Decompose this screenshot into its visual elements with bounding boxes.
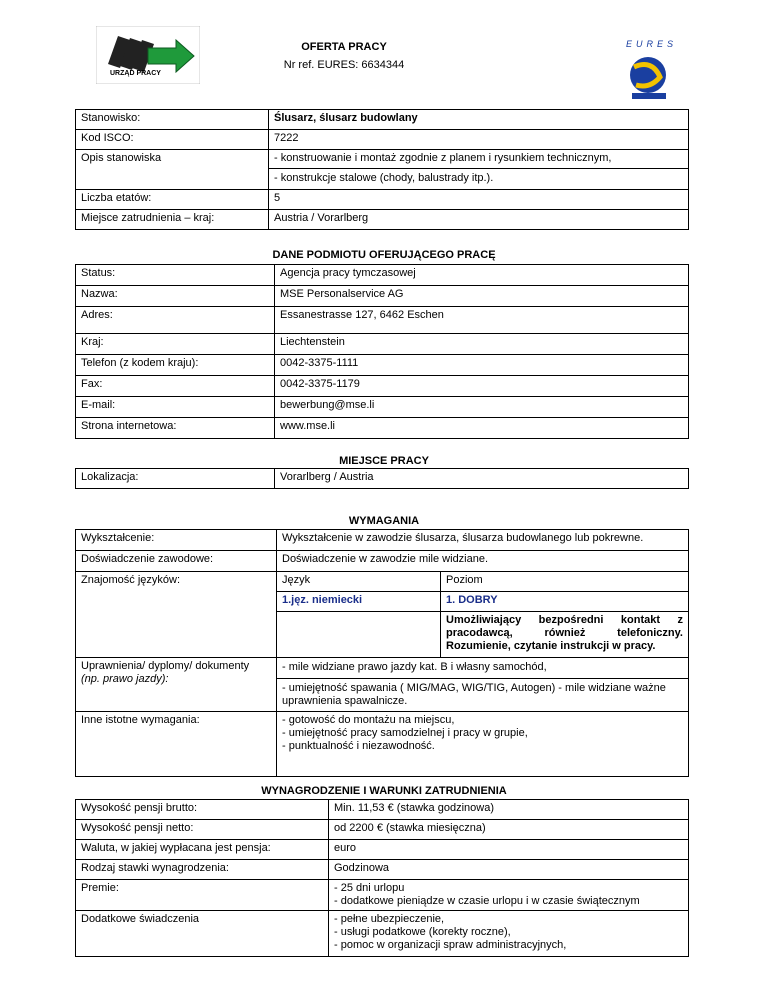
table-row xyxy=(76,334,689,355)
work-country: Austria / Vorarlberg xyxy=(269,210,689,230)
table-row xyxy=(76,800,689,820)
employer-heading: DANE PODMIOTU OFERUJĄCEGO PRACĘ xyxy=(272,249,496,261)
language-column-header: Język xyxy=(277,572,441,592)
row-label: Fax: xyxy=(76,376,275,397)
page-title: OFERTA PRACY xyxy=(301,41,387,53)
table-row xyxy=(76,551,689,572)
salary-currency: euro xyxy=(329,840,689,860)
row-label: Status: xyxy=(76,265,275,286)
row-label: Rodzaj stawki wynagrodzenia: xyxy=(76,860,329,880)
employer-phone: 0042-3375-1111 xyxy=(275,355,689,376)
benefit-line: - pełne ubezpieczenie, xyxy=(334,913,445,925)
salary-table xyxy=(75,799,689,957)
table-row xyxy=(76,658,689,712)
benefit-line: - pomoc w organizacji spraw administracyjnych, xyxy=(334,939,567,951)
employer-fax: 0042-3375-1179 xyxy=(275,376,689,397)
permits-line: - umiejętność spawania ( MIG/MAG, WIG/TIG, Autogen) - mile widziane ważne uprawnienia spawalnicze. xyxy=(282,682,666,707)
row-label: Premie: xyxy=(76,880,329,911)
table-row xyxy=(76,397,689,418)
position-table xyxy=(75,109,689,230)
table-row xyxy=(76,150,689,190)
employer-email: bewerbung@mse.li xyxy=(275,397,689,418)
row-label: Kod ISCO: xyxy=(76,130,269,150)
row-label: Dodatkowe świadczenia xyxy=(76,911,329,957)
employer-status: Agencja pracy tymczasowej xyxy=(275,265,689,286)
permits-label: Uprawnienia/ dyplomy/ dokumenty xyxy=(81,660,250,672)
table-row xyxy=(76,286,689,307)
eures-logo xyxy=(612,37,688,101)
employer-name: MSE Personalservice AG xyxy=(275,286,689,307)
table-row xyxy=(76,840,689,860)
permits-line: - mile widziane prawo jazdy kat. B i własny samochód, xyxy=(277,658,688,679)
job-title: Ślusarz, ślusarz budowlany xyxy=(269,110,689,130)
bonus-line: - dodatkowe pieniądze w czasie urlopu i w czasie świątecznym xyxy=(334,895,640,907)
employer-country: Liechtenstein xyxy=(275,334,689,355)
experience-value: Doświadczenie w zawodzie mile widziane. xyxy=(277,551,689,572)
table-row xyxy=(76,265,689,286)
bonus-line: - 25 dni urlopu xyxy=(334,882,405,894)
eures-logo-text: EURES xyxy=(626,39,678,49)
table-row xyxy=(76,418,689,439)
table-row xyxy=(76,130,689,150)
employer-website: www.mse.li xyxy=(275,418,689,439)
other-requirement: - umiejętność pracy samodzielnej i pracy w grupie, xyxy=(282,727,528,739)
logo-left-text: URZĄD PRACY xyxy=(110,70,161,77)
workplace-location: Vorarlberg / Austria xyxy=(275,469,689,489)
urzad-pracy-logo xyxy=(96,26,200,84)
row-label: Doświadczenie zawodowe: xyxy=(76,551,277,572)
other-requirement: - gotowość do montażu na miejscu, xyxy=(282,714,455,726)
table-row xyxy=(76,712,689,777)
row-label: Waluta, w jakiej wypłacana jest pensja: xyxy=(76,840,329,860)
table-row xyxy=(76,820,689,840)
language-empty-cell xyxy=(277,612,441,658)
net-salary: od 2200 € (stawka miesięczna) xyxy=(329,820,689,840)
table-row xyxy=(76,307,689,334)
isco-code: 7222 xyxy=(269,130,689,150)
row-label: Adres: xyxy=(76,307,275,334)
table-row xyxy=(76,530,689,551)
row-label: Miejsce zatrudnienia – kraj: xyxy=(76,210,269,230)
row-label: Wysokość pensji brutto: xyxy=(76,800,329,820)
row-label: Opis stanowiska xyxy=(76,150,269,190)
salary-heading: WYNAGRODZENIE I WARUNKI ZATRUDNIENIA xyxy=(261,785,507,797)
job-description-line: - konstrukcje stalowe (chody, balustrady itp.). xyxy=(274,172,494,184)
level-note: Umożliwiający bezpośredni kontakt z pracodawcą, również telefoniczny. Rozumienie, czytanie instrukcji w pracy. xyxy=(441,612,689,658)
employer-address: Essanestrasse 127, 6462 Eschen xyxy=(275,307,689,334)
language-value: 1.jęz. niemiecki xyxy=(277,592,441,612)
row-label: Wykształcenie: xyxy=(76,530,277,551)
table-row xyxy=(76,911,689,957)
employer-table xyxy=(75,264,689,439)
row-label: Strona internetowa: xyxy=(76,418,275,439)
table-row xyxy=(76,376,689,397)
level-value: 1. DOBRY xyxy=(441,592,689,612)
gross-salary: Min. 11,53 € (stawka godzinowa) xyxy=(329,800,689,820)
rate-type: Godzinowa xyxy=(329,860,689,880)
row-label: E-mail: xyxy=(76,397,275,418)
level-column-header: Poziom xyxy=(441,572,689,592)
job-description-line: - konstruowanie i montaż zgodnie z planem i rysunkiem technicznym, xyxy=(269,150,688,169)
requirements-heading: WYMAGANIA xyxy=(348,515,420,527)
row-label: Liczba etatów: xyxy=(76,190,269,210)
row-label: Kraj: xyxy=(76,334,275,355)
table-row xyxy=(76,210,689,230)
benefit-line: - usługi podatkowe (korekty roczne), xyxy=(334,926,511,938)
vacancy-count: 5 xyxy=(269,190,689,210)
row-label: Nazwa: xyxy=(76,286,275,307)
table-row xyxy=(76,190,689,210)
table-row xyxy=(76,572,689,592)
row-label: Inne istotne wymagania: xyxy=(76,712,277,777)
table-row xyxy=(76,860,689,880)
workplace-table xyxy=(75,468,689,489)
workplace-heading: MIEJSCE PRACY xyxy=(339,455,429,467)
table-row xyxy=(76,880,689,911)
table-row xyxy=(76,110,689,130)
row-label xyxy=(76,658,277,712)
row-label: Wysokość pensji netto: xyxy=(76,820,329,840)
row-label: Lokalizacja: xyxy=(76,469,275,489)
requirements-table xyxy=(75,529,689,777)
row-label: Znajomość języków: xyxy=(76,572,277,658)
row-label: Stanowisko: xyxy=(76,110,269,130)
education-value: Wykształcenie w zawodzie ślusarza, ślusarza budowlanego lub pokrewne. xyxy=(277,530,689,551)
reference-number: Nr ref. EURES: 6634344 xyxy=(283,59,405,71)
table-row xyxy=(76,355,689,376)
table-row xyxy=(76,469,689,489)
permits-label-note: (np. prawo jazdy): xyxy=(81,673,169,685)
row-label: Telefon (z kodem kraju): xyxy=(76,355,275,376)
other-requirement: - punktualność i niezawodność. xyxy=(282,740,435,752)
